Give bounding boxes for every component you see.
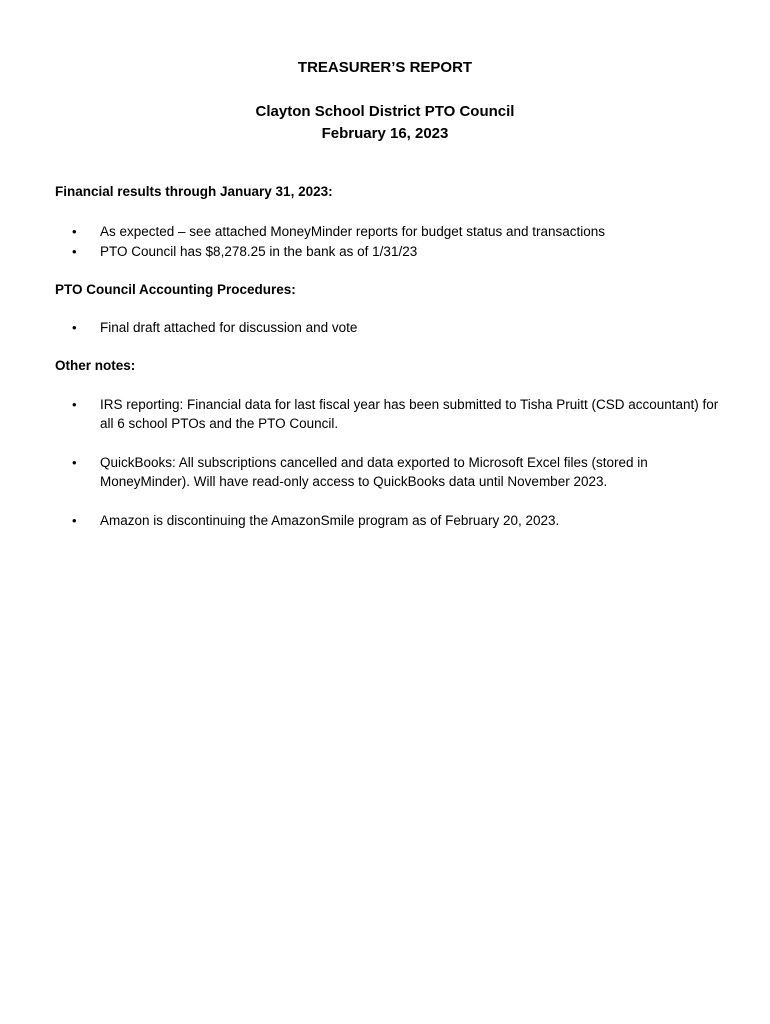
list-item-text: QuickBooks: All subscriptions cancelled and data exported to Microsoft Excel files (stored in MoneyMinder). Will have read-only access to QuickBooks data until November 2023. (100, 455, 648, 489)
bullet-icon: • (72, 513, 77, 528)
list-item-text: Amazon is discontinuing the AmazonSmile program as of February 20, 2023. (100, 513, 560, 528)
organization-name: Clayton School District PTO Council (255, 103, 515, 120)
bullet-icon: • (72, 397, 77, 412)
list-item-text: PTO Council has $8,278.25 in the bank as of 1/31/23 (100, 244, 418, 259)
list-item-text: Final draft attached for discussion and vote (100, 320, 358, 335)
list-item-text: IRS reporting: Financial data for last fiscal year has been submitted to Tisha Pruitt (CSD accountant) for all 6 school PTOs and the PTO Council. (100, 397, 719, 431)
bullet-icon: • (72, 224, 77, 239)
section-heading-financial-results: Financial results through January 31, 2023: (55, 184, 333, 199)
bullet-icon: • (72, 455, 77, 470)
list-item-text: As expected – see attached MoneyMinder reports for budget status and transactions (100, 224, 606, 239)
report-title: TREASURER’S REPORT (297, 59, 473, 76)
section-heading-other-notes: Other notes: (55, 358, 136, 373)
section-heading-accounting-procedures: PTO Council Accounting Procedures: (55, 282, 296, 297)
bullet-icon: • (72, 320, 77, 335)
report-date: February 16, 2023 (321, 125, 449, 142)
bullet-icon: • (72, 244, 77, 259)
